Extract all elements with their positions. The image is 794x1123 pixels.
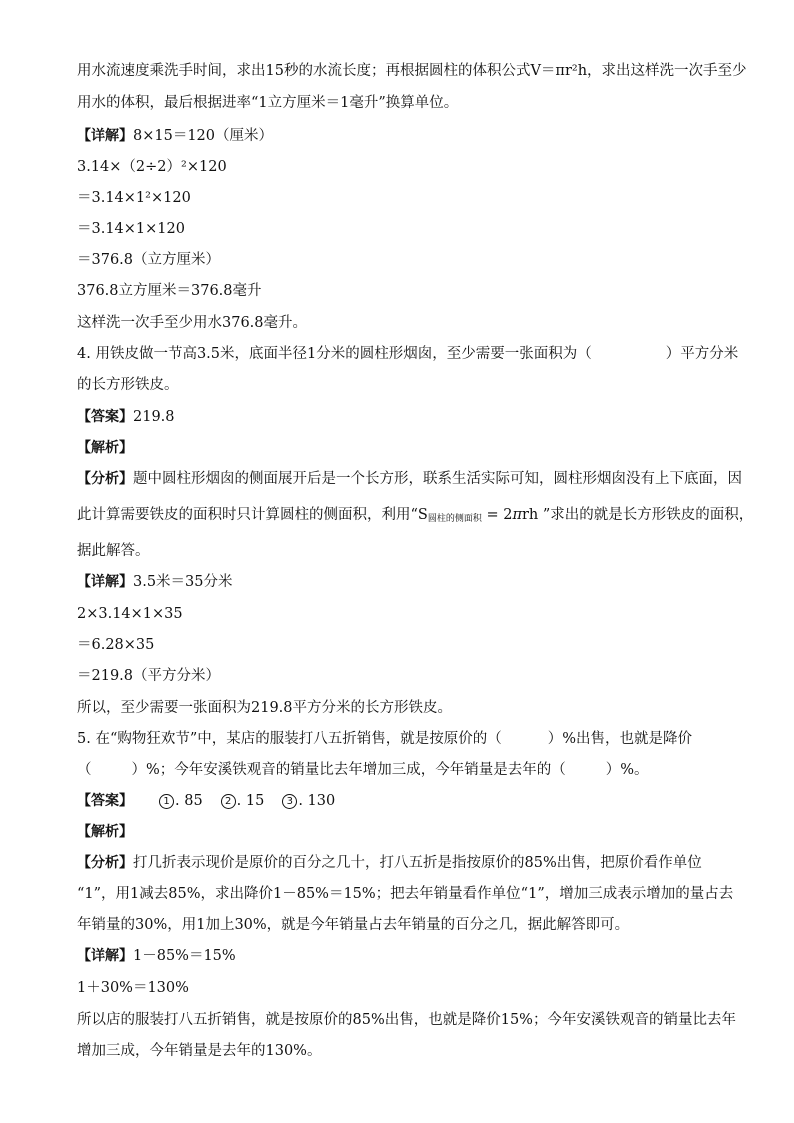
analysis-heading: [77, 438, 133, 458]
formula-eq: = 2: [481, 507, 513, 523]
detail-line: [77, 946, 236, 966]
analysis-text: 打几折表示现价是原价的百分之几十，打八五折是指按原价的85%出售，把原价看作单位: [133, 855, 702, 871]
detail-tag: 【详解】: [77, 128, 133, 144]
calc-line: ＝6.28×35: [77, 637, 155, 653]
calc-line: 1＋30%＝130%: [77, 980, 189, 996]
analysis-line: 年销量的30%，用1加上30%，就是今年销量占去年销量的百分之几，据此解答即可。: [77, 917, 630, 933]
answer-option: [159, 793, 203, 809]
analysis-line: [77, 469, 742, 489]
question-4-text: ）平方分米: [665, 346, 739, 362]
conclusion-line: 这样洗一次手至少用水376.8毫升。: [77, 315, 308, 331]
answer-option-value: . 85: [175, 793, 203, 809]
calc-line: ＝376.8（立方厘米）: [77, 252, 221, 268]
question-4-stem-cont: 的长方形铁皮。: [77, 377, 179, 393]
calc-line: 3.14×（2÷2）²×120: [77, 159, 227, 175]
conclusion-line: 所以，至少需要一张面积为219.8平方分米的长方形铁皮。: [77, 700, 453, 716]
conclusion-line: 所以店的服装打八五折销售，就是按原价的85%出售，也就是降价15%；今年安溪铁观音的销量比去年: [77, 1012, 736, 1028]
calc-line: 376.8立方厘米＝376.8毫升: [77, 283, 262, 299]
question-4-text: 4. 用铁皮做一节高3.5米，底面半径1分米的圆柱形烟囱，至少需要一张面积为（: [77, 346, 592, 362]
calc-line: ＝219.8（平方分米）: [77, 668, 221, 684]
answer-option-value: . 15: [236, 793, 265, 809]
answer-line: [77, 791, 353, 811]
question-5-text: 5. 在“购物狂欢节”中，某店的服装打八五折销售，就是按原价的（: [77, 731, 502, 747]
calc-line: ＝3.14×1²×120: [77, 190, 191, 206]
question-5-text: ）%出售，也就是降价: [547, 731, 693, 747]
circled-number-2: 2: [221, 794, 236, 809]
answer-value: 219.8: [133, 409, 175, 425]
answer-tag: 【答案】: [77, 409, 133, 425]
question-5-stem: [77, 729, 692, 749]
analysis-line: “1”，用1减去85%，求出降价1－85%＝15%；把去年销量看作单位“1”，增加三成表示增加的量占去: [77, 886, 734, 902]
formula-pi: π: [512, 507, 522, 523]
analysis-line: [77, 853, 702, 873]
question-5-text: （: [77, 762, 92, 778]
analysis-text: rh ”求出的就是长方形铁皮的面积，: [522, 507, 754, 523]
calc-line: 2×3.14×1×35: [77, 606, 183, 622]
detail-tag: 【详解】: [77, 948, 133, 964]
answer-line: [77, 407, 175, 427]
fenxi-tag: 【分析】: [77, 471, 133, 487]
text-line: 用水的体积，最后根据进率“1立方厘米＝1毫升”换算单位。: [77, 95, 459, 111]
analysis-tag: 【解析】: [77, 440, 133, 456]
answer-option-value: . 130: [298, 793, 336, 809]
detail-text: 8×15＝120（厘米）: [133, 128, 274, 144]
question-5-text: ）%；今年安溪铁观音的销量比去年增加三成，今年销量是去年的（: [131, 762, 566, 778]
question-5-text: ）%。: [605, 762, 649, 778]
analysis-text: 此计算需要铁皮的面积时只计算圆柱的侧面积，利用“S: [77, 507, 428, 523]
question-5-stem-cont: [77, 760, 649, 780]
answer-tag: 【答案】: [77, 793, 133, 809]
conclusion-line: 增加三成，今年销量是去年的130%。: [77, 1043, 322, 1059]
fenxi-tag: 【分析】: [77, 855, 133, 871]
analysis-heading: [77, 822, 133, 842]
analysis-text: 题中圆柱形烟囱的侧面展开后是一个长方形，联系生活实际可知，圆柱形烟囱没有上下底面，因: [133, 471, 742, 487]
calc-line: ＝3.14×1×120: [77, 221, 185, 237]
analysis-line: 据此解答。: [77, 543, 150, 559]
circled-number-1: 1: [159, 794, 174, 809]
analysis-line: [77, 505, 753, 529]
answer-option: [221, 793, 265, 809]
detail-text: 1－85%＝15%: [133, 948, 236, 964]
detail-text: 3.5米＝35分米: [133, 574, 233, 590]
detail-line: [77, 126, 273, 146]
circled-number-3: 3: [282, 794, 297, 809]
question-4-stem: [77, 344, 738, 364]
answer-option: [282, 793, 335, 809]
text-line: 用水流速度乘洗手时间，求出15秒的水流长度；再根据圆柱的体积公式V＝πr²h，求出这样洗一次手至少: [77, 63, 747, 79]
formula-subscript: 圆柱的侧面积: [427, 514, 482, 524]
detail-line: [77, 572, 233, 592]
analysis-tag: 【解析】: [77, 824, 133, 840]
detail-tag: 【详解】: [77, 574, 133, 590]
